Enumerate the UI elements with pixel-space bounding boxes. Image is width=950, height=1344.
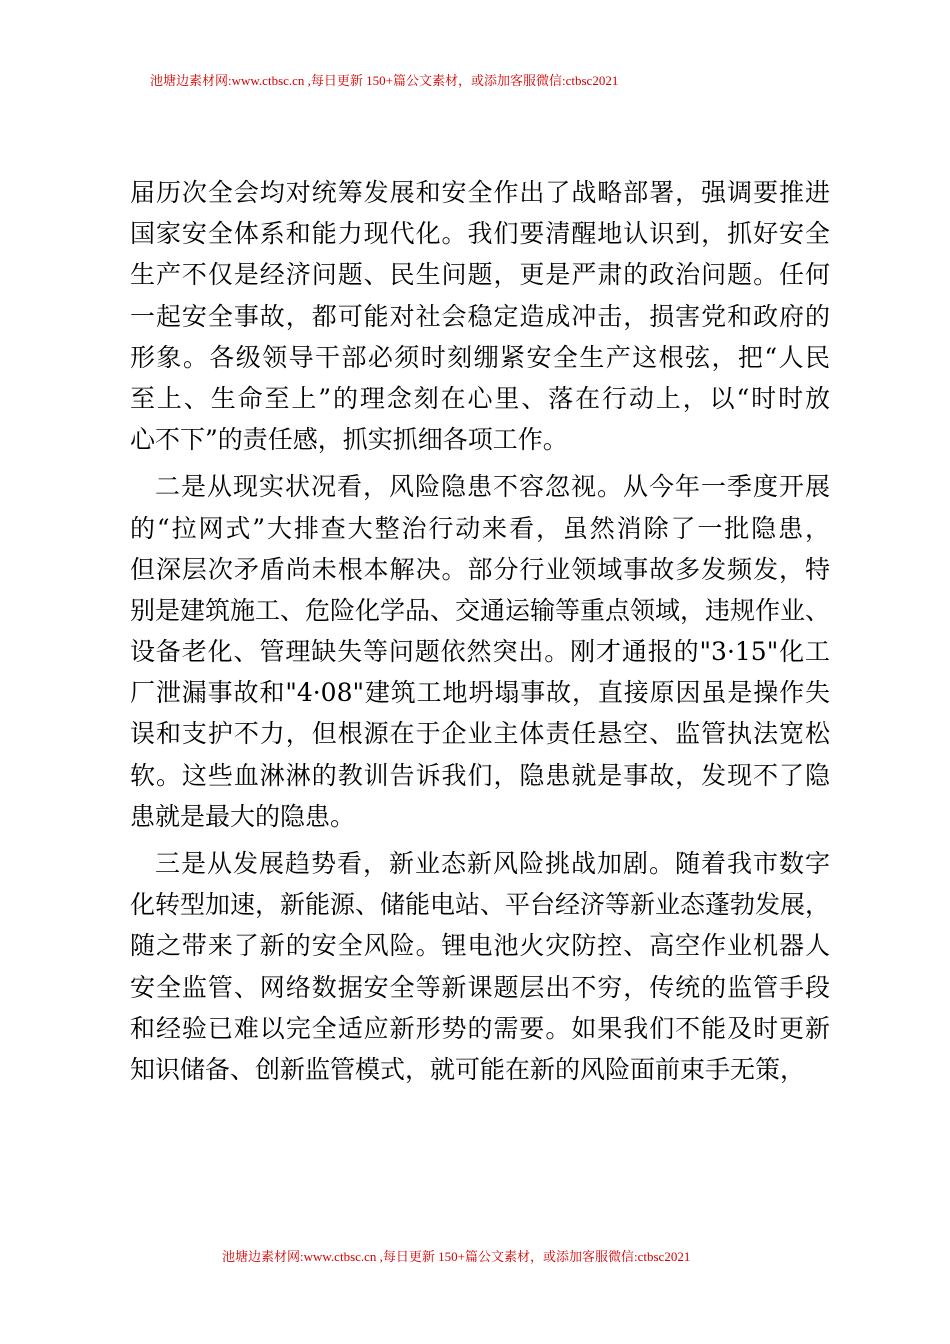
paragraph-2 [130, 466, 830, 837]
text-line: 安全监管、网络数据安全等新课题层出不穷，传统的监管手段 [130, 972, 830, 1002]
text-line: 软。这些血淋淋的教训告诉我们，隐患就是事故，发现不了隐 [130, 760, 830, 790]
text-line: 设备老化、管理缺失等问题依然突出。刚才通报的"3·15"化工 [130, 637, 830, 667]
header-watermark-note: 池塘边素材网:www.ctbsc.cn ,每日更新 150+篇公文素材，或添加客服微信:ctbsc2021 [150, 73, 619, 88]
text-line: 至上、生命至上”的理念刻在心里、落在行动上，以“时时放 [130, 383, 830, 413]
text-line: 随之带来了新的安全风险。锂电池火灾防控、高空作业机器人 [130, 931, 830, 961]
paragraph-3 [130, 843, 830, 1090]
text-line: 厂泄漏事故和"4·08"建筑工地坍塌事故，直接原因虽是操作失 [130, 678, 830, 708]
text-line: 但深层次矛盾尚未根本解决。部分行业领域事故多发频发，特 [130, 554, 830, 584]
document-body [130, 172, 830, 1090]
text-line: 和经验已难以完全适应新形势的需要。如果我们不能及时更新 [130, 1013, 830, 1043]
text-line: 一起安全事故，都可能对社会稳定造成冲击，损害党和政府的 [130, 301, 830, 331]
text-line: 的“拉网式”大排查大整治行动来看，虽然消除了一批隐患， [130, 513, 830, 543]
text-line: 三是从发展趋势看，新业态新风险挑战加剧。随着我市数字 [155, 849, 830, 878]
text-line: 知识储备、创新监管模式，就可能在新的风险面前束手无策， [130, 1054, 806, 1084]
text-line: 国家安全体系和能力现代化。我们要清醒地认识到，抓好安全 [130, 219, 830, 249]
text-line: 形象。各级领导干部必须时刻绷紧安全生产这根弦，把“人民 [130, 342, 830, 372]
text-line: 化转型加速，新能源、储能电站、平台经济等新业态蓬勃发展， [130, 890, 830, 920]
paragraph-1 [130, 172, 830, 460]
text-line: 患就是最大的隐患。 [130, 801, 356, 831]
text-line: 届历次全会均对统筹发展和安全作出了战略部署，强调要推进 [130, 178, 830, 207]
footer-watermark-note: 池塘边素材网:www.ctbsc.cn ,每日更新 150+篇公文素材，或添加客服微信:ctbsc2021 [222, 1249, 691, 1264]
text-line: 心不下”的责任感，抓实抓细各项工作。 [130, 425, 568, 455]
text-line: 误和支护不力，但根源在于企业主体责任悬空、监管执法宽松 [130, 719, 830, 749]
text-line: 二是从现实状况看，风险隐患不容忽视。从今年一季度开展 [155, 472, 830, 502]
text-line: 生产不仅是经济问题、民生问题，更是严肃的政治问题。任何 [130, 260, 830, 290]
text-line: 别是建筑施工、危险化学品、交通运输等重点领域，违规作业、 [130, 595, 830, 625]
